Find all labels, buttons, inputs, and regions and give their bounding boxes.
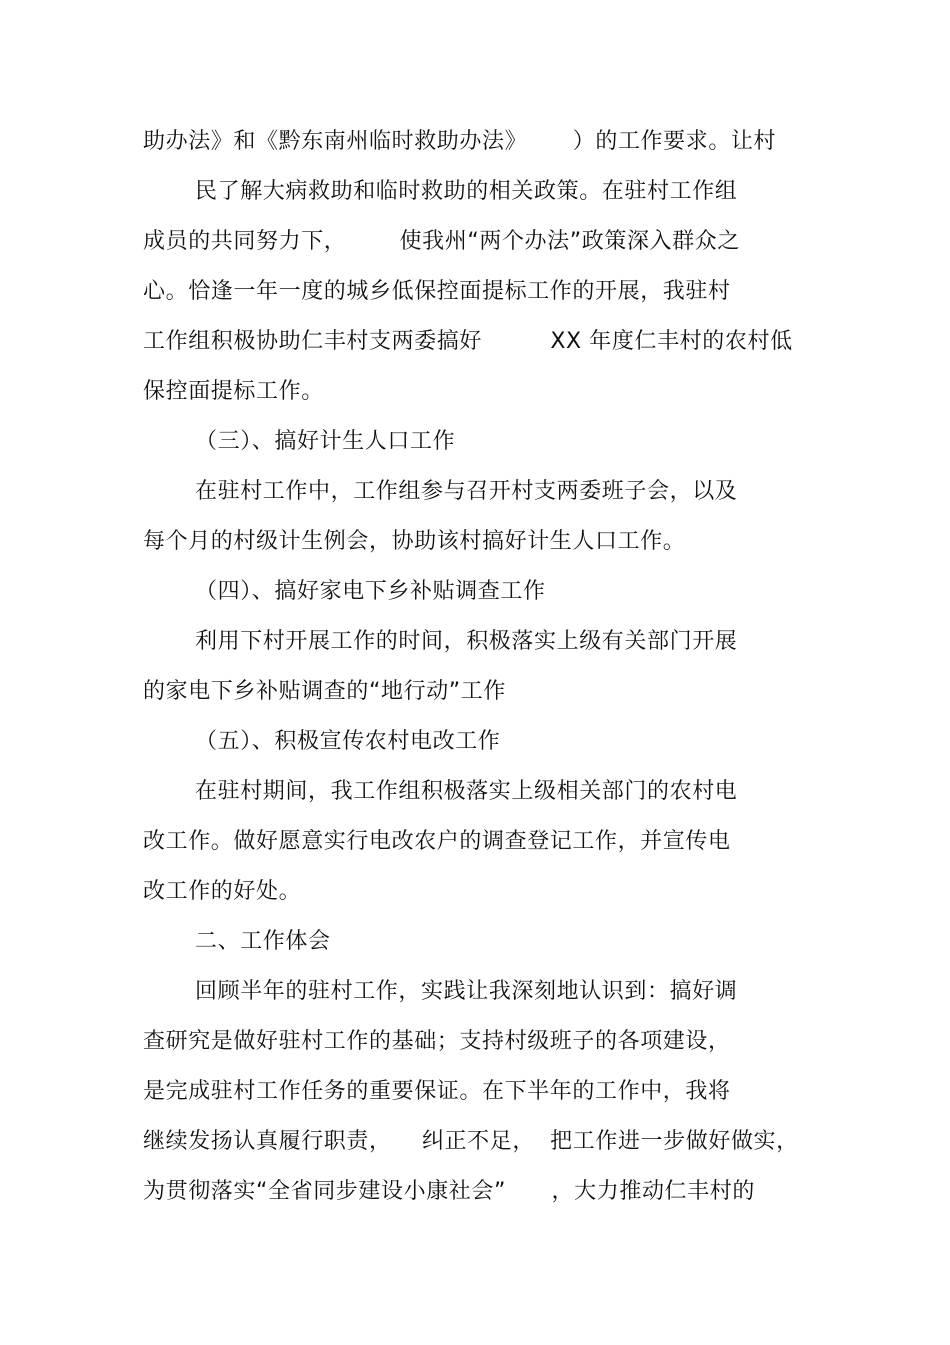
body-text-line: 是完成驻村工作任务的重要保证。在下半年的工作中，我将: [143, 1079, 731, 1104]
body-text-line: 成员的共同努力下， 使我州“两个办法”政策深入群众之: [143, 229, 740, 254]
body-text-line: 为贯彻落实“全省同步建设小康社会” ，大力推动仁丰村的: [143, 1179, 755, 1204]
body-text-line: 保控面提标工作。: [143, 379, 324, 404]
body-text-line: 每个月的村级计生例会，协助该村搞好计生人口工作。: [143, 529, 686, 554]
body-text-line: 民了解大病救助和临时救助的相关政策。在驻村工作组: [195, 179, 738, 204]
section-heading: （三）、搞好计生人口工作: [195, 429, 456, 454]
body-text-line: 利用下村开展工作的时间，积极落实上级有关部门开展: [195, 629, 738, 654]
body-text-line: 继续发扬认真履行职责， 纠正不足， 把工作进一步做好做实，: [143, 1129, 799, 1154]
section-heading: （五）、积极宣传农村电改工作: [195, 729, 501, 754]
body-text-line: 查研究是做好驻村工作的基础；支持村级班子的各项建设，: [143, 1029, 731, 1054]
body-text-line: 的家电下乡补贴调查的“地行动”工作: [143, 679, 506, 704]
body-text-line: 改工作的好处。: [143, 879, 302, 904]
body-text-line: 工作组积极协助仁丰村支两委搞好 XX 年度仁丰村的农村低: [143, 329, 793, 354]
body-text-line: 回顾半年的驻村工作，实践让我深刻地认识到：搞好调: [195, 979, 738, 1004]
body-text-line: 在驻村工作中，工作组参与召开村支两委班子会，以及: [195, 479, 738, 504]
section-heading: 二、工作体会: [195, 929, 331, 954]
body-text-line: 心。恰逢一年一度的城乡低保控面提标工作的开展，我驻村: [143, 279, 731, 304]
section-heading: （四）、搞好家电下乡补贴调查工作: [195, 579, 546, 604]
body-text-line: 在驻村期间，我工作组积极落实上级相关部门的农村电: [195, 779, 738, 804]
body-text-line: 助办法》和《黔东南州临时救助办法》 ）的工作要求。让村: [143, 129, 777, 154]
body-text-line: 改工作。做好愿意实行电改农户的调查登记工作，并宣传电: [143, 829, 731, 854]
